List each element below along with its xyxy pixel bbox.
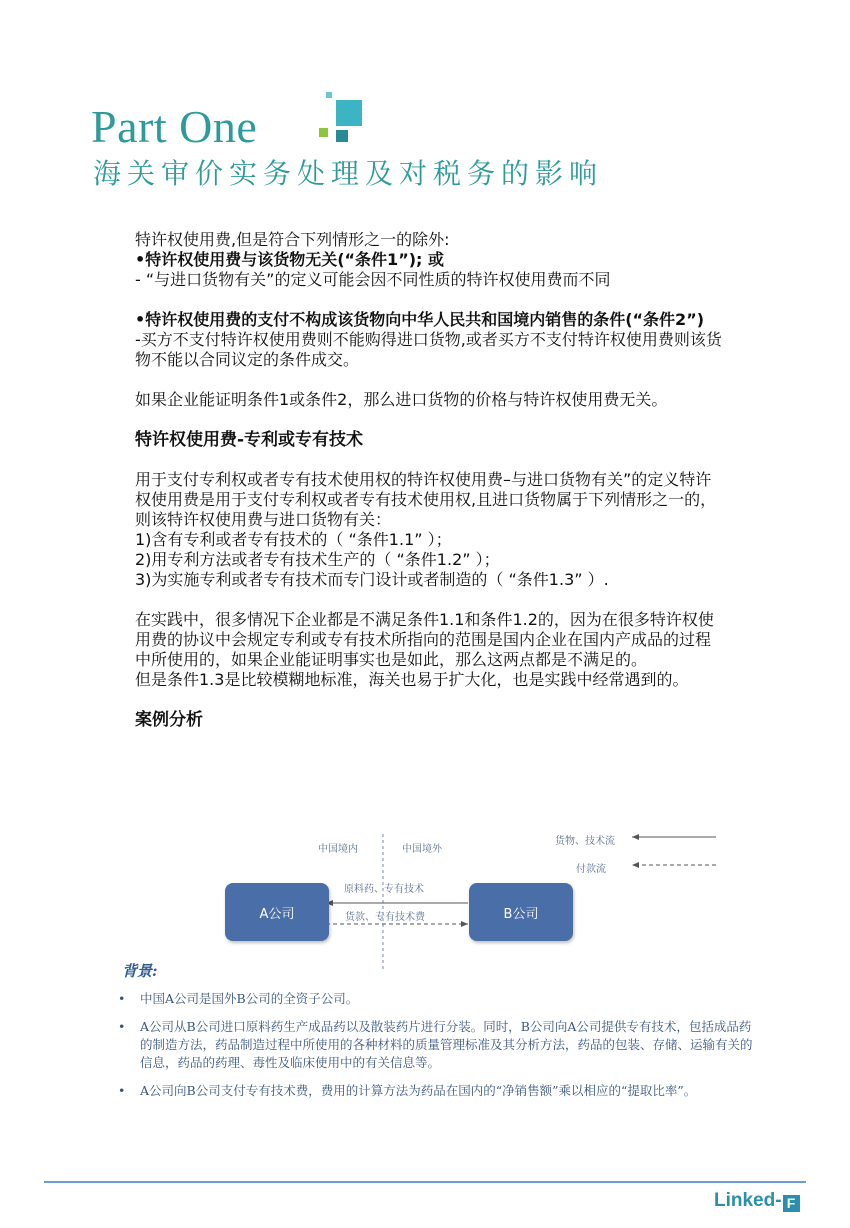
bullet-icon: • xyxy=(118,1019,126,1034)
flow-top-label: 原料药、专有技术 xyxy=(344,884,424,895)
legend-payment-label: 付款流 xyxy=(576,864,606,875)
condition-2-note: -买方不支付特许权使用费则不能购得进口货物,或者买方不支付特许权使用费则该货物不能以合同议定的条件成交。 xyxy=(135,330,722,369)
part-title: Part One xyxy=(91,101,258,152)
condition-list-item: 2)用专利方法或者专有技术生产的（ “条件1.2” ）； xyxy=(135,550,500,569)
background-item xyxy=(118,1018,758,1072)
logo-square-green xyxy=(319,128,328,137)
footer-divider xyxy=(44,1181,806,1183)
domestic-label: 中国境内 xyxy=(318,844,358,855)
logo-square-large xyxy=(336,100,362,126)
brand-text: Linked- xyxy=(714,1190,782,1211)
background-item xyxy=(118,1082,758,1100)
section-heading: 特许权使用费-专利或专有技术 xyxy=(135,430,364,450)
intro-text: 特许权使用费,但是符合下列情形之一的除外: xyxy=(135,230,450,249)
legend-goods-label: 货物、技术流 xyxy=(555,836,615,847)
flow-bottom-label: 货款、专有技术费 xyxy=(345,912,425,923)
practice-text-2: 但是条件1.3是比较模糊地标准，海关也易于扩大化，也是实践中经常遇到的。 xyxy=(135,670,689,689)
legend-payment-arrowhead xyxy=(632,862,639,868)
background-item-text: 中国A公司是国外B公司的全资子公司。 xyxy=(140,991,359,1006)
brand-mark-icon: F xyxy=(783,1195,800,1212)
case-diagram xyxy=(220,826,730,976)
background-list xyxy=(118,990,758,1110)
background-title: 背景: xyxy=(122,962,158,980)
condition-2: •特许权使用费的支付不构成该货物向中华人民共和国境内销售的条件(“条件2”) xyxy=(135,310,705,329)
practice-text: 在实践中，很多情况下企业都是不满足条件1.1和条件1.2的，因为在很多特许权使用费的协议中会规定专利或专有技术所指向的范围是国内企业在国内产成品的过程中所使用的，如果企业能证明事实也是如此，那么这两点都是不满足的。 xyxy=(135,610,714,669)
conclusion-text: 如果企业能证明条件1或条件2，那么进口货物的价格与特许权使用费无关。 xyxy=(135,390,668,409)
logo-square-dark xyxy=(336,130,348,142)
bullet-icon: • xyxy=(118,991,126,1006)
payment-flow-arrowhead xyxy=(461,921,468,927)
brand-logo xyxy=(714,1190,800,1212)
page-subtitle: 海关审价实务处理及对税务的影响 xyxy=(93,157,604,190)
bullet-icon: • xyxy=(118,1083,126,1098)
background-item xyxy=(118,990,758,1008)
condition-list-item: 3)为实施专利或者专有技术而专门设计或者制造的（ “条件1.3” ）. xyxy=(135,570,609,589)
condition-1: •特许权使用费与该货物无关(“条件1”); 或 xyxy=(135,250,444,269)
company-a-box: A公司 xyxy=(225,883,329,941)
background-item-text: A公司从B公司进口原料药生产成品药以及散装药片进行分装。同时，B公司向A公司提供专有技术，包括成品药的制造方法，药品制造过程中所使用的各种材料的质量管理标准及其分析方法，药品的包装、存储、运输有关的信息，药品的药理、毒性及临床使用中的有关信息等。 xyxy=(140,1019,753,1070)
logo-square-small xyxy=(326,92,332,98)
condition-list-item: 1)含有专利或者专有技术的（ “条件1.1” ）； xyxy=(135,530,452,549)
case-heading: 案例分析 xyxy=(135,710,203,730)
company-b-box: B公司 xyxy=(469,883,573,941)
background-item-text: A公司向B公司支付专有技术费，费用的计算方法为药品在国内的“净销售额”乘以相应的“提取比率”。 xyxy=(140,1083,697,1098)
legend-goods-arrowhead xyxy=(632,834,639,840)
main-content xyxy=(135,230,725,730)
condition-1-note: - “与进口货物有关”的定义可能会因不同性质的特许权使用费而不同 xyxy=(135,270,611,289)
overseas-label: 中国境外 xyxy=(402,844,442,855)
definition-text: 用于支付专利权或者专有技术使用权的特许权使用费–与进口货物有关”的定义特许权使用费是用于支付专利权或者专有技术使用权,且进口货物属于下列情形之一的，则该特许权使用费与进口货物有关： xyxy=(135,470,717,529)
